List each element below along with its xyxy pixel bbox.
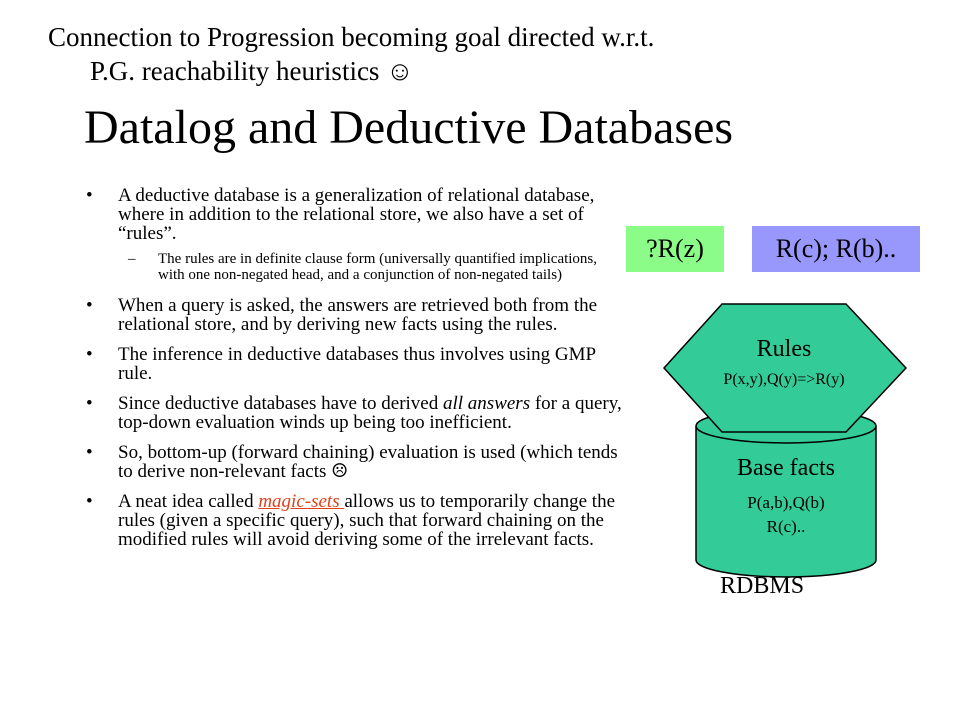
sub-bullet-text: The rules are in definite clause form (universally quantified implications, with one non-negated head, and a conjunction of non-negated tails) [158, 251, 598, 283]
rdbms-label: RDBMS [720, 573, 805, 599]
bullet-text-post: for a query, top-down evaluation winds up being too inefficient. [118, 393, 622, 434]
query-box: ?R(z) [626, 226, 724, 272]
bullet-marker: • [86, 295, 93, 317]
bullet-text: When a query is asked, the answers are retrieved both from the relational store, and by deriving new facts using the rules. [118, 295, 598, 336]
base-facts-line2: R(c).. [766, 517, 806, 536]
slide-title: Datalog and Deductive Databases [84, 101, 734, 154]
bullet-text-pre: Since deductive databases have to derived [118, 393, 443, 415]
bullet-item [86, 492, 626, 549]
rules-label: Rules [756, 336, 812, 362]
base-facts-label: Base facts [737, 455, 835, 481]
bullet-emphasis: all answers [443, 393, 531, 415]
bullet-item [86, 394, 626, 432]
bullet-marker: • [86, 344, 93, 366]
connection-note-line1: Connection to Progression becoming goal directed w.r.t. [48, 22, 655, 52]
bullet-list [86, 186, 626, 560]
sub-bullet-item [86, 252, 626, 283]
bullet-item [86, 186, 626, 243]
magic-sets-link[interactable]: magic-sets [258, 491, 345, 513]
bullet-text: So, bottom-up (forward chaining) evaluation is used (which tends to derive non-relevant facts ☹ [118, 442, 618, 483]
bullet-text: A deductive database is a generalization of relational database, where in addition to the relational store, we also have a set of “rules”. [118, 185, 595, 244]
bullet-marker: • [86, 185, 93, 206]
bullet-item [86, 296, 626, 334]
rules-hexagon [664, 304, 906, 432]
bullet-marker: • [86, 442, 93, 464]
answers-box: R(c); R(b).. [752, 226, 920, 272]
bullet-item [86, 443, 626, 481]
bullet-marker: • [86, 491, 93, 513]
bullet-text-pre: A neat idea called [118, 491, 259, 513]
rules-formula: P(x,y),Q(y)=>R(y) [723, 371, 845, 388]
connection-note-line2: P.G. reachability heuristics ☺ [90, 56, 414, 86]
base-facts-line1: P(a,b),Q(b) [747, 493, 825, 512]
bullet-text: The inference in deductive databases thus involves using GMP rule. [118, 344, 596, 385]
bullet-text-post: allows us to temporarily change the rules (given a specific query), such that forward chaining on the modified rules will avoid deriving some of the irrelevant facts. [118, 491, 616, 551]
sub-bullet-marker: – [128, 251, 136, 267]
bullet-item [86, 345, 626, 383]
connection-note [48, 20, 654, 88]
bullet-marker: • [86, 393, 93, 415]
